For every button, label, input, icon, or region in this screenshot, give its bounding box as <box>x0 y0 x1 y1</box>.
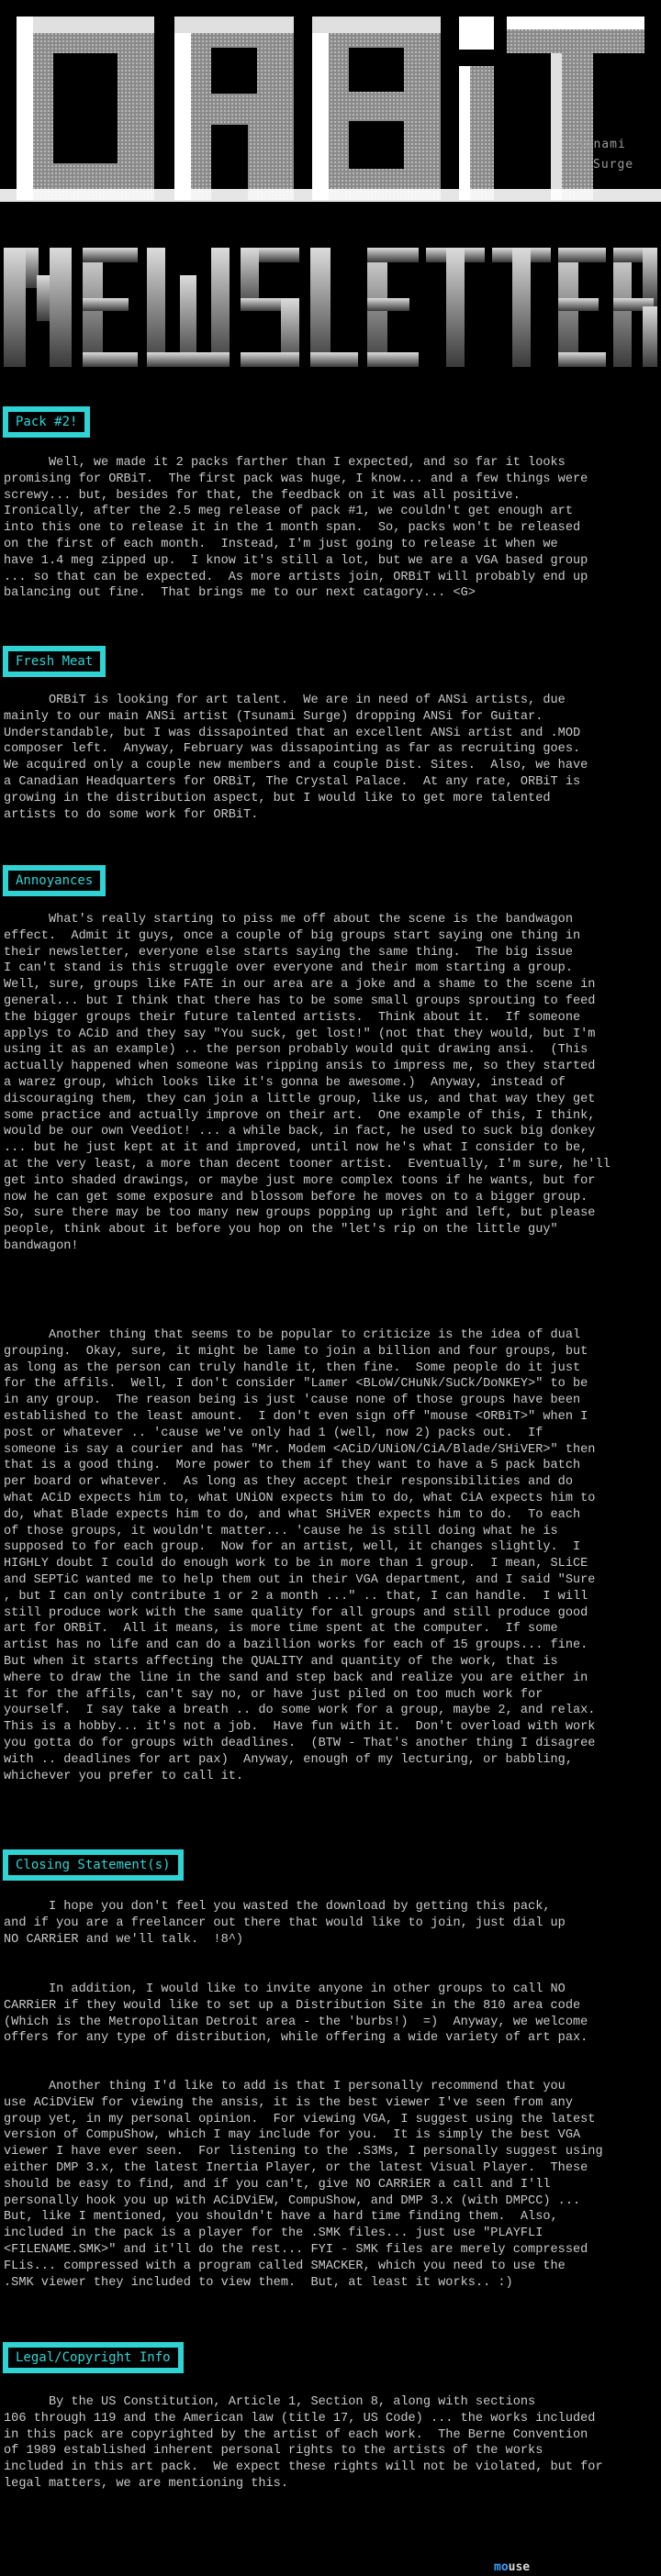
section-header-closing: Closing Statement(s) <box>3 1849 184 1881</box>
section-header-fresh-meat: Fresh Meat <box>3 646 106 677</box>
artist-signature-line2: Surge <box>593 158 634 172</box>
section-legal-paragraph: By the US Constitution, Article 1, Section 8, along with sections 106 through 119 and the American law (title 17, US Code) ... the works included in this pack are copyrighted by the artist of each work. The Berne Convention of 1989 established inherent personal rights to the artists of the works included in this art pack. We expect these rights will not be violated, but for legal matters, we are mentioning this. <box>4 2395 603 2491</box>
section-pack2-paragraph: Well, we made it 2 packs farther than I expected, and so far it looks promising for ORBiT. The first pack was huge, I know... and a few things were screwy... but, besides for that, the feedback on it was all positive. Ironically, after the 2.5 meg release of pack #1, we couldn't get enough art into this one to release it in the 1 month span. So, packs won't be released on the first of each month. Instead, I'm just going to release it when we have 1.4 meg zipped up. I know it's still a lot, but we are a VGA based group ... so that can be expected. As more artists join, ORBiT will probably end up balancing out fine. That brings me to our next catagory... <G> <box>4 456 588 601</box>
section-closing-paragraph-2: In addition, I would like to invite anyone in other groups to call NO CARRiER if they would like to set up a Distribution Site in the 810 area code (Which is the Metropolitan Detroit area - the 'burbs!) =) Anyway, we welcome offers for any type of distribution, while offering a wide variety of art pax. <box>4 1982 588 2046</box>
section-closing-paragraph-1: I hope you don't feel you wasted the download by getting this pack, and if you are a freelancer out there that would like to join, just dial up NO CARRiER and we'll talk. !8^) <box>4 1900 566 1947</box>
section-header-annoyances: Annoyances <box>3 865 106 896</box>
artist-signature-line1: Tsunami <box>569 138 626 151</box>
section-annoyances-paragraph-1: What's really starting to piss me off about the scene is the bandwagon effect. Admit it guys, once a couple of big groups start saying one thing in their newsletter, everyone else starts saying the same thing. The big issue I can't stand is this struggle over everyone and their mom starting a group. Well, sure, groups like FATE in our area are a joke and a shame to the scene in general... but I think that there has to be some small groups sprouting to feed the bigger groups their future talented artists. Think about it. If someone applys to ACiD and they say "You suck, get lost!" (not that they would, but I'm using it as an example) .. the person probably would quit drawing ansi. (This actually happened when someone was ripping ansis to impress me, so they started a warez group, which looks like it's gonna be awesome.) Anyway, instead of discouraging them, they can join a little group, like us, and that way they get some practice and actually improve on their art. One example of this, I think, would be our own Veediot! ... a while back, in fact, he used to suck big donkey ... but he just kept at it and improved, until now he's what I consider to be, at the very least, a more than decent tooner artist. Eventually, I'm sure, he'll get into shaded drawings, or maybe just more complex toons if he wants, but for now he can get some exposure and blossom before he moves on to a bigger group. So, sure there may be too many new groups popping up right and left, but please people, think about it before you hop on the "let's rip on the little guy" bandwagon! <box>4 913 611 1253</box>
section-header-legal: Legal/Copyright Info <box>3 2342 184 2373</box>
orbit-letters-art <box>0 17 661 202</box>
section-fresh-meat-paragraph: ORBiT is looking for art talent. We are in need of ANSi artists, due mainly to our main ANSi artist (Tsunami Surge) dropping ANSi for Guitar. Understandable, but I was dissapointed that an excellent ANSi artist and .MOD composer left. Anyway, February was dissapointing as far as recruiting goes. We acquired only a couple new members and a couple Dist. Sites. Also, we have a Canadian Headquarters for ORBiT, The Crystal Palace. At any rate, ORBiT is growing in the distribution aspect, but I would like to get more talented artists to do some work for ORBiT. <box>4 694 588 822</box>
footer-sig-part2: use <box>508 2560 531 2574</box>
section-header-pack2: Pack #2! <box>3 406 90 438</box>
orbit-newsletter-logo <box>0 0 661 385</box>
section-annoyances-paragraph-2: Another thing that seems to be popular to criticize is the idea of dual grouping. Okay, sure, it might be lame to join a billion and four groups, but as long as the person can truly handle it, then fine. Some people do it just for the affils. Well, I don't consider "Lamer <BLoW/CHuNk/SuCk/DoNKEY>" to be in any group. The reason being is just 'cause none of those groups have been established to the least amount. I don't even sign off "mouse <ORBiT>" when I post or whatever .. 'cause we've only had 1 (well, now 2) packs out. If someone is say a courier and has "Mr. Modem <ACiD/UNiON/CiA/Blade/SHiVER>" then that is a good thing. More power to them if they want to have a 5 pack batch per board or whatever. As long as they accept their responsibilities and do what ACiD expects him to, what UNiON expects him to do, what CiA expects him to do, what Blade expects him to do, and what SHiVER expects him to do. To each of those groups, it wouldn't matter... 'cause he is still doing what he is supposed to for each group. Now for an artist, well, it changes slightly. I HIGHLY doubt I could do enough work to be in more than 1 group. I mean, SLiCE and SEPTiC wanted me to help them out in their VGA department, and I said "Sure , but I can only contribute 1 or 2 a month ..." .. that, I can handle. I will still produce work with the same quality for all groups and still produce good art for ORBiT. All it means, is more time spent at the computer. If some artist has no life and can do a bazillion works for each of 15 groups... fine. But when it starts affecting the QUALITY and quantity of the work, that is where to draw the line in the sand and step back and realize you are either in it for the affils, can't say no, or have just piled on too much work for yourself. I say take a breath .. do some work for a group, maybe 2, and relax. This is a hobby... it's not a job. Have fun with it. Don't overload with work you gotta do for groups with deadlines. (BTW - That's another thing I disagree with .. deadlines for art pax) Anyway, enough of my lecturing, or babbling, whichever you prefer to call it. <box>4 1328 596 1783</box>
section-closing-paragraph-3: Another thing I'd like to add is that I personally recommend that you use ACiDViEW for viewing the ansis, it is the best viewer I've seen from any group yet, in my personal opinion. For viewing VGA, I suggest using the latest version of CompuShow, which I may include for you. It is simply the best VGA viewer I have ever seen. For listening to the .S3Ms, I personally suggest using either DMP 3.x, the latest Inertia Player, or the latest Visual Player. These should be easy to find, and if you can't, give NO CARRiER a call and I'll personally hook you up with ACiDViEW, CompuShow, and DMP 3.x (with DMPCC) ... But, like I mentioned, you shouldn't have a hard time finding them. Also, included in the pack is a player for the .SMK files... just use "PLAYFLI <FILENAME.SMK>" and it'll do the rest... FYI - SMK files are merely compressed FLis... compressed with a program called SMACKER, which you need to use the .SMK viewer they included to view them. But, at least it works.. :) <box>4 2080 603 2290</box>
footer-signature <box>494 2560 530 2574</box>
footer-sig-part1: mo <box>494 2560 509 2574</box>
newsletter-letters-art <box>4 248 657 367</box>
